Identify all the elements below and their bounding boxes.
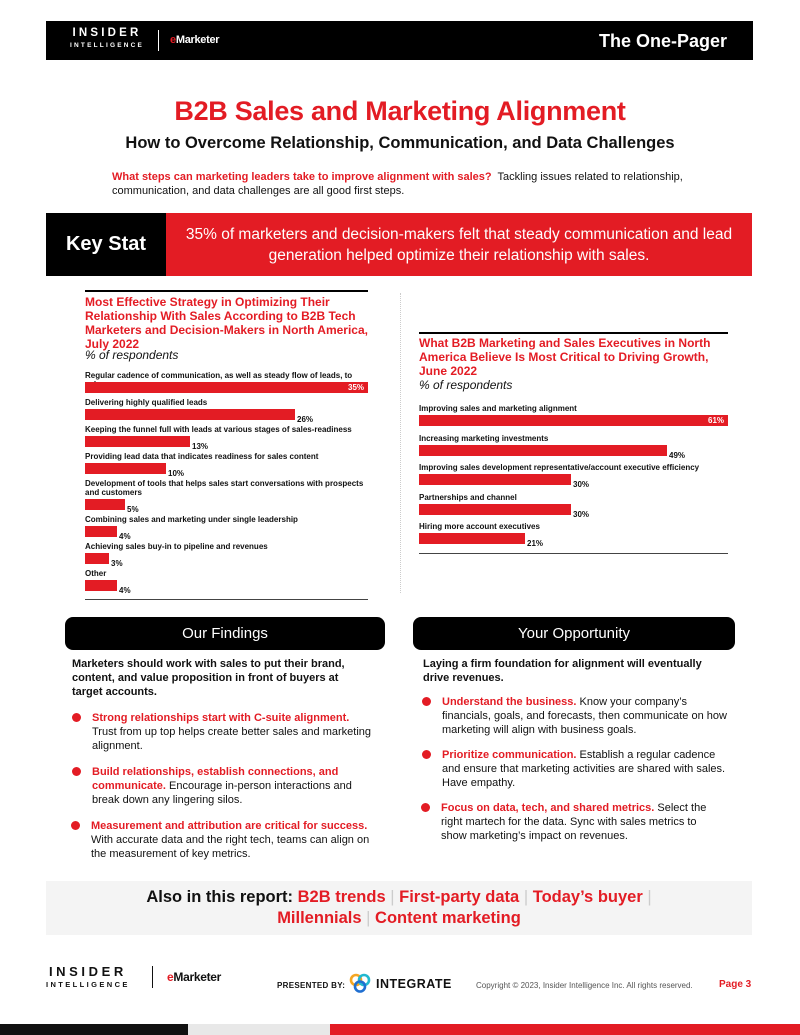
page-title: B2B Sales and Marketing Alignment xyxy=(174,96,626,126)
bar-label: Improving sales development representative/account executive efficiency xyxy=(419,463,700,472)
chart-title: Most Effective Strategy in Optimizing Their Relationship With Sales According to B2B Tech Marketers and Decision-Makers in North America, July 2022 xyxy=(85,295,368,351)
page-subtitle: How to Overcome Relationship, Communication, and Data Challenges xyxy=(125,134,675,152)
report-link-first-party-data[interactable]: First-party data xyxy=(399,888,520,906)
logo-line1: INSIDER xyxy=(48,964,127,979)
bullet-body: With accurate data and the right tech, teams can align on the measurement of key metrics. xyxy=(91,834,370,860)
emarketer-rest: Marketer xyxy=(173,970,222,984)
bar-value-label: 5% xyxy=(127,505,139,514)
bar xyxy=(419,445,667,456)
presented-by-label: PRESENTED BY: xyxy=(277,981,346,990)
bottom-strip-black xyxy=(0,1024,188,1035)
logo-divider xyxy=(158,30,159,51)
bar xyxy=(85,526,117,537)
copyright-text: Copyright © 2023, Insider Intelligence Inc. All rights reserved. xyxy=(476,981,693,990)
chart-subtitle: % of respondents xyxy=(419,378,513,392)
key-stat-label: Key Stat xyxy=(46,213,166,276)
bullet-body: Know your company’s financials, goals, and forecasts, then communicate on how marketing will align with business goals. xyxy=(442,696,727,736)
also-in-report xyxy=(46,881,752,935)
bar-value-label: 61% xyxy=(708,416,725,425)
bullet-body: Establish a regular cadence and ensure that marketing activities are shared with sales. Have empathy. xyxy=(442,749,726,789)
key-stat-banner xyxy=(46,213,752,276)
bullet-heading: Measurement and attribution are critical for success. xyxy=(91,820,368,832)
bar-value-label: 30% xyxy=(573,480,590,489)
findings-lead: Marketers should work with sales to put their brand, content, and value proposition in front of buyers at target accounts. xyxy=(72,658,345,698)
link-separator: | xyxy=(523,888,529,906)
bar-label: Keeping the funnel full with leads at various stages of sales-readiness xyxy=(85,425,352,434)
opportunity-lead: Laying a firm foundation for alignment will eventually drive revenues. xyxy=(423,658,702,684)
bullet-heading: Strong relationships start with C-suite alignment. xyxy=(92,712,350,724)
footer-logo-divider xyxy=(152,966,153,988)
bar-label: Hiring more account executives xyxy=(419,522,540,531)
intro-answer: Tackling issues related to relationship, communication, and data challenges are all good first steps. xyxy=(112,171,683,197)
bar-label: Providing lead data that indicates readiness for sales content xyxy=(85,452,319,461)
bar xyxy=(85,499,125,510)
bar-value-label: 30% xyxy=(573,509,590,519)
intro-paragraph xyxy=(112,170,702,198)
emarketer-e: e xyxy=(170,34,176,46)
bar xyxy=(85,580,117,591)
bar-value-label: 21% xyxy=(527,539,544,548)
bar xyxy=(419,504,571,515)
bullet-heading: Build relationships, establish connections, and communicate. xyxy=(92,766,339,792)
insider-intelligence-logo[interactable] xyxy=(70,28,144,49)
footer-insider-intelligence-logo[interactable] xyxy=(46,965,130,989)
bar-label: Other xyxy=(85,569,107,578)
bullet-dot-icon xyxy=(422,697,431,706)
bullet-dot-icon xyxy=(72,713,81,722)
footer-emarketer-logo[interactable] xyxy=(167,970,221,984)
findings-bullet xyxy=(92,765,372,807)
also-prefix: Also in this report: xyxy=(146,888,294,906)
bar-value-label: 10% xyxy=(168,469,185,478)
bottom-strip-gray xyxy=(188,1024,330,1035)
bullet-dot-icon xyxy=(71,821,80,830)
logo-line2: INTELLIGENCE xyxy=(70,41,145,49)
findings-heading: Our Findings xyxy=(65,617,385,650)
bullet-body: Select the right martech for the data. Sync with sales metrics to show marketing’s impact on revenues. xyxy=(441,802,707,842)
bar-value-label: 49% xyxy=(669,450,686,460)
report-link-millennials[interactable]: Millennials xyxy=(277,909,362,927)
emarketer-rest: Marketer xyxy=(175,34,220,46)
report-link-b2b-trends[interactable]: B2B trends xyxy=(297,888,386,906)
logo-line2: INTELLIGENCE xyxy=(46,980,130,989)
intro-question: What steps can marketing leaders take to improve alignment with sales? xyxy=(112,171,492,183)
integrate-logo-icon xyxy=(349,973,371,993)
link-separator: | xyxy=(366,909,371,927)
bar-label: Improving sales and marketing alignment xyxy=(419,404,577,413)
bar-label: Regular cadence of communication, as well as steady flow of leads, to xyxy=(85,371,353,380)
bar-label: Combining sales and marketing under single leadership xyxy=(85,515,298,524)
bar-value-label: 4% xyxy=(119,532,131,541)
findings-bullet xyxy=(91,819,381,861)
bar xyxy=(419,533,525,544)
report-link-content-marketing[interactable]: Content marketing xyxy=(375,909,521,927)
one-pager-badge: The One-Pager xyxy=(598,31,727,51)
chart-top-rule xyxy=(419,332,728,334)
bar xyxy=(85,553,109,564)
chart-subtitle: % of respondents xyxy=(85,348,179,362)
link-separator: | xyxy=(647,888,652,906)
chart-bottom-rule xyxy=(85,599,368,600)
bullet-dot-icon xyxy=(421,803,430,812)
bullet-dot-icon xyxy=(422,750,431,759)
bullet-body: Encourage in-person interactions and break down any lingering silos. xyxy=(92,780,352,806)
chart-effective-strategy xyxy=(85,290,368,602)
bullet-heading: Focus on data, tech, and shared metrics. xyxy=(441,802,655,814)
chart-top-rule xyxy=(85,290,368,292)
emarketer-e: e xyxy=(167,970,174,984)
header-bar xyxy=(46,21,753,60)
logo-line1: INSIDER xyxy=(72,27,142,39)
chart-driving-growth xyxy=(419,332,728,556)
chart-bottom-rule xyxy=(419,553,728,554)
bar-value-label: 26% xyxy=(297,415,314,424)
report-link-todays-buyer[interactable]: Today’s buyer xyxy=(532,888,643,906)
opportunity-heading: Your Opportunity xyxy=(413,617,735,650)
bar xyxy=(419,415,728,426)
bar-label: Partnerships and channel xyxy=(419,492,517,502)
link-separator: | xyxy=(390,888,395,906)
bar-value-label: 13% xyxy=(192,442,209,451)
opportunity-bullet xyxy=(442,748,732,790)
bottom-strip-red xyxy=(330,1024,800,1035)
bar-label: Increasing marketing investments xyxy=(419,433,549,443)
bar xyxy=(85,382,368,393)
bar xyxy=(85,436,190,447)
opportunity-bullet xyxy=(442,695,732,737)
bar-label: Achieving sales buy-in to pipeline and revenues xyxy=(85,542,268,551)
bullet-heading: Understand the business. xyxy=(442,696,577,708)
bar xyxy=(85,463,166,474)
bar-label: Development of tools that helps sales start conversations with prospects and customers xyxy=(85,479,364,497)
bar xyxy=(85,409,295,420)
chart-title: What B2B Marketing and Sales Executives in North America Believe Is Most Critical to Driving Growth, June 2022 xyxy=(419,336,711,378)
bar-value-label: 35% xyxy=(348,383,365,392)
column-divider xyxy=(400,293,401,593)
bullet-dot-icon xyxy=(72,767,81,776)
bar-value-label: 3% xyxy=(111,559,123,568)
bullet-body: Trust from up top helps create better sales and marketing alignment. xyxy=(92,726,372,752)
bullet-heading: Prioritize communication. xyxy=(442,749,577,761)
emarketer-logo[interactable] xyxy=(170,34,219,46)
key-stat-text: 35% of marketers and decision-makers felt that steady communication and lead generation helped optimize their relationship with sales. xyxy=(185,225,733,264)
bar-label: Delivering highly qualified leads xyxy=(85,398,208,407)
bar xyxy=(419,474,571,485)
bar-value-label: 4% xyxy=(119,586,131,595)
opportunity-bullet xyxy=(441,801,716,843)
page-number: Page 3 xyxy=(719,979,752,990)
findings-bullet xyxy=(92,711,372,753)
sponsor-name[interactable]: INTEGRATE xyxy=(376,977,452,991)
